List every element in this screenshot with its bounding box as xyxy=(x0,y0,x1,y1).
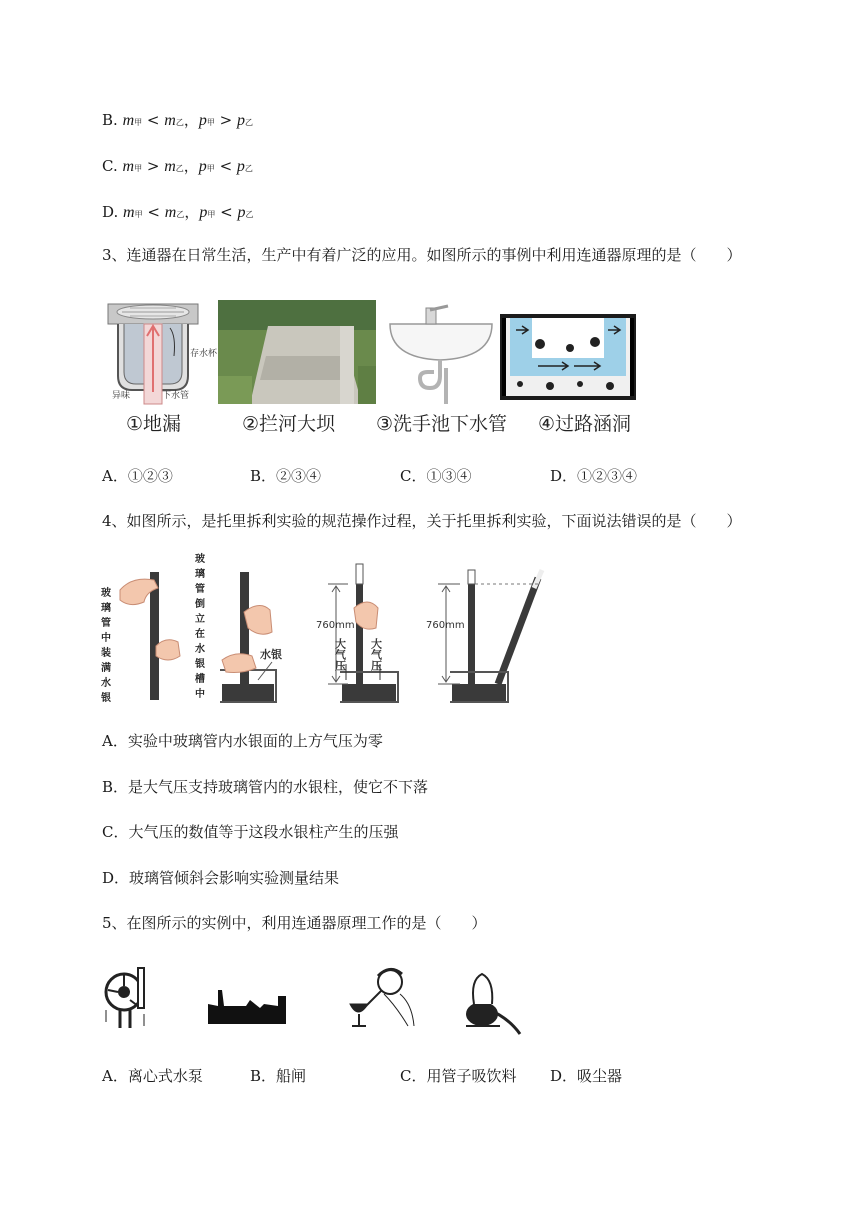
q3-caption-4: ④过路涵洞 xyxy=(538,413,632,435)
drain-label-smell: 异味 xyxy=(112,391,131,401)
q4-option-c: C．大气压的数值等于这段水银柱产生的压强 xyxy=(102,823,399,841)
vacuum-cleaner-icon xyxy=(466,974,520,1034)
q3-figure xyxy=(100,296,640,440)
q3-caption-2: ②拦河大坝 xyxy=(242,413,336,435)
mercury-label: 水银 xyxy=(260,648,282,661)
q5-option-d: D．吸尘器 xyxy=(550,1067,623,1085)
dam-photo xyxy=(218,300,376,404)
q4-figure xyxy=(110,552,560,712)
q3-stem: 3、连通器在日常生活，生产中有着广泛的应用。如图所示的事例中利用连通器原理的是（ ） xyxy=(102,246,742,264)
ship-lock-icon xyxy=(208,990,286,1024)
q3-caption-3: ③洗手池下水管 xyxy=(376,413,508,435)
q4-label-invert: 玻璃管倒立在水银槽中 xyxy=(195,554,205,700)
stage-tilted-tube xyxy=(426,570,542,702)
q3-option-c: C．①③④ xyxy=(400,467,472,485)
q3-option-b: B．②③④ xyxy=(250,467,322,485)
q4-option-a: A．实验中玻璃管内水银面的上方气压为零 xyxy=(102,732,383,750)
height-label-2: 760mm xyxy=(426,620,465,631)
q4-option-d: D．玻璃管倾斜会影响实验测量结果 xyxy=(102,869,340,887)
stage-fill-tube xyxy=(120,572,180,700)
centrifugal-pump-icon xyxy=(106,968,144,1028)
height-label-1: 760mm xyxy=(316,620,355,631)
q5-option-c: C．用管子吸饮料 xyxy=(400,1067,517,1085)
q5-stem: 5、在图所示的实例中，利用连通器原理工作的是（ ） xyxy=(102,914,487,932)
q4-label-fill: 玻璃管中装满水银 xyxy=(101,588,111,704)
q2-option-d: D. m甲 < m乙，p甲 < p乙 xyxy=(102,203,254,221)
q2-option-c: C. m甲 > m乙，p甲 < p乙 xyxy=(102,157,253,175)
stage-vertical-tube xyxy=(316,564,398,702)
culvert-illustration xyxy=(500,314,636,400)
q3-option-d: D．①②③④ xyxy=(550,467,638,485)
q5-option-b: B．船闸 xyxy=(250,1067,307,1085)
drinking-straw-icon xyxy=(350,969,414,1026)
atm-label-left: 大气压 xyxy=(333,638,347,671)
q5-figure xyxy=(100,960,530,1040)
q3-option-a: A．①②③ xyxy=(102,467,173,485)
stage-invert-tube xyxy=(220,572,282,702)
q2-option-b: B. m甲 < m乙，p甲 > p乙 xyxy=(102,111,253,129)
atm-label-right: 大气压 xyxy=(369,638,383,671)
drain-label-cup: 存水杯 xyxy=(190,349,218,359)
q4-stem: 4、如图所示，是托里拆利实验的规范操作过程，关于托里拆利实验，下面说法错误的是（ ） xyxy=(102,512,742,530)
q4-option-b: B．是大气压支持玻璃管内的水银柱，使它不下落 xyxy=(102,778,429,796)
drain-label-pipe: 下水管 xyxy=(162,391,190,401)
floor-drain-illustration xyxy=(108,304,218,404)
q3-caption-1: ①地漏 xyxy=(126,413,182,435)
q5-option-a: A．离心式水泵 xyxy=(102,1067,203,1085)
sink-illustration xyxy=(390,306,492,404)
